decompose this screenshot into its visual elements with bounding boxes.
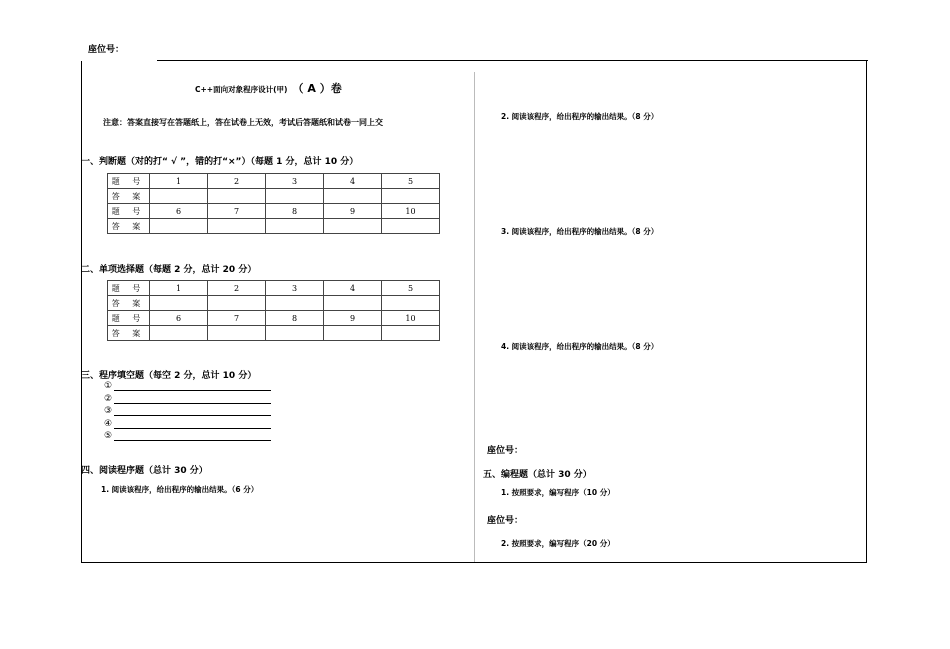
table-row (108, 281, 440, 296)
section1-title: 一、判断题（对的打“ √ ”，错的打“×”）（每题 1 分，总计 10 分） (81, 157, 359, 167)
table-header-question: 题 号 (108, 204, 150, 219)
question-number: 9 (324, 311, 382, 326)
blank-marker: ② (104, 394, 113, 404)
answer-cell[interactable] (324, 326, 382, 341)
answer-cell[interactable] (208, 219, 266, 234)
section3-title: 三、程序填空题（每空 2 分，总计 10 分） (81, 371, 257, 381)
question-number: 4 (324, 174, 382, 189)
section5-title: 五、编程题（总计 30 分） (483, 470, 592, 480)
table-header-answer: 答 案 (108, 296, 150, 311)
answer-cell[interactable] (324, 219, 382, 234)
table-row (108, 174, 440, 189)
fill-blank-line[interactable] (114, 415, 271, 416)
question-number: 8 (266, 311, 324, 326)
answer-cell[interactable] (150, 219, 208, 234)
table-header-answer: 答 案 (108, 326, 150, 341)
seat-number-label-top: 座位号： (88, 45, 125, 55)
table-row (108, 311, 440, 326)
fill-blank-line[interactable] (114, 403, 271, 404)
section4-question-4: 4. 阅读该程序，给出程序的输出结果。（8 分） (501, 342, 659, 351)
answer-cell[interactable] (382, 326, 440, 341)
notice-text: 注意：答案直接写在答题纸上，答在试卷上无效，考试后答题纸和试卷一同上交 (103, 118, 383, 127)
table-header-answer: 答 案 (108, 219, 150, 234)
section4-question-2: 2. 阅读该程序，给出程序的输出结果。（8 分） (501, 112, 659, 121)
section5-question-2: 2. 按照要求，编写程序（20 分） (501, 539, 615, 548)
answer-cell[interactable] (382, 296, 440, 311)
table-header-question: 题 号 (108, 311, 150, 326)
seat-number-label: 座位号： (487, 516, 524, 526)
question-number: 5 (382, 174, 440, 189)
question-number: 8 (266, 204, 324, 219)
section5-question-1: 1. 按照要求，编写程序（10 分） (501, 488, 615, 497)
question-number: 10 (382, 311, 440, 326)
question-number: 4 (324, 281, 382, 296)
table-header-answer: 答 案 (108, 189, 150, 204)
question-number: 1 (150, 174, 208, 189)
blank-marker: ⑤ (104, 431, 113, 441)
fill-blank-line[interactable] (114, 390, 271, 391)
answer-cell[interactable] (266, 296, 324, 311)
table-row (108, 296, 440, 311)
answer-cell[interactable] (266, 219, 324, 234)
table-row (108, 219, 440, 234)
table-row (108, 189, 440, 204)
blank-marker: ③ (104, 406, 113, 416)
question-number: 7 (208, 311, 266, 326)
exam-title-variant: （ A ）卷 (292, 82, 342, 95)
answer-cell[interactable] (150, 189, 208, 204)
answer-cell[interactable] (324, 189, 382, 204)
answer-cell[interactable] (382, 189, 440, 204)
answer-cell[interactable] (208, 326, 266, 341)
question-number: 2 (208, 174, 266, 189)
section4-question-3: 3. 阅读该程序，给出程序的输出结果。（8 分） (501, 227, 659, 236)
section1-answer-table (107, 173, 440, 234)
question-number: 1 (150, 281, 208, 296)
table-header-question: 题 号 (108, 174, 150, 189)
answer-cell[interactable] (150, 296, 208, 311)
exam-title (195, 77, 342, 96)
table-row (108, 326, 440, 341)
table-row (108, 204, 440, 219)
answer-cell[interactable] (324, 296, 382, 311)
question-number: 7 (208, 204, 266, 219)
section2-title: 二、单项选择题（每题 2 分，总计 20 分） (81, 265, 257, 275)
seat-number-label: 座位号： (487, 446, 524, 456)
blank-marker: ① (104, 381, 113, 391)
column-divider (474, 72, 475, 562)
question-number: 5 (382, 281, 440, 296)
question-number: 9 (324, 204, 382, 219)
blank-marker: ④ (104, 419, 113, 429)
answer-cell[interactable] (208, 189, 266, 204)
section2-answer-table (107, 280, 440, 341)
table-header-question: 题 号 (108, 281, 150, 296)
question-number: 6 (150, 204, 208, 219)
answer-cell[interactable] (266, 189, 324, 204)
fill-blank-line[interactable] (114, 428, 271, 429)
answer-cell[interactable] (150, 326, 208, 341)
question-number: 3 (266, 281, 324, 296)
answer-cell[interactable] (266, 326, 324, 341)
exam-title-course: C++面向对象程序设计(甲) (195, 85, 288, 94)
fill-blank-line[interactable] (114, 440, 271, 441)
question-number: 3 (266, 174, 324, 189)
section4-question-1: 1. 阅读该程序，给出程序的输出结果。（6 分） (101, 485, 259, 494)
question-number: 6 (150, 311, 208, 326)
question-number: 10 (382, 204, 440, 219)
answer-cell[interactable] (208, 296, 266, 311)
section4-title: 四、阅读程序题（总计 30 分） (81, 466, 208, 476)
question-number: 2 (208, 281, 266, 296)
answer-cell[interactable] (382, 219, 440, 234)
